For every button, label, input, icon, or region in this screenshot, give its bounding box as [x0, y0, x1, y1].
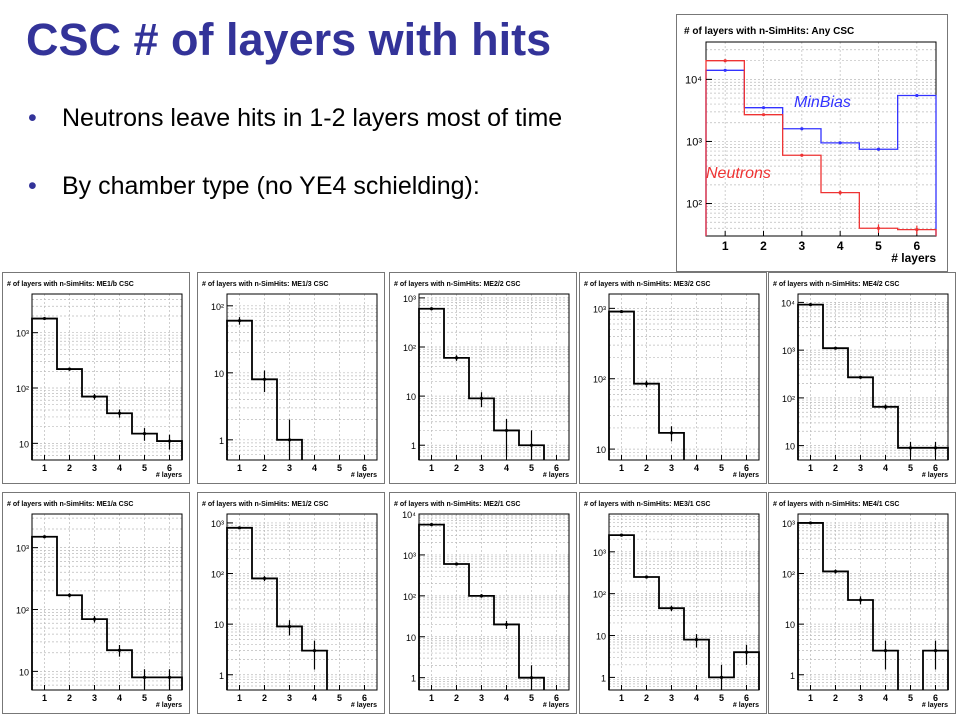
- x-tick-label: 4: [503, 693, 510, 703]
- y-tick-label: 10: [595, 445, 606, 456]
- chart-me1b: [2, 272, 190, 484]
- x-axis-label: # layers: [732, 472, 759, 479]
- y-tick-label: 10²: [781, 393, 795, 404]
- x-tick-label: 2: [453, 693, 460, 703]
- x-tick-label: 6: [361, 693, 368, 703]
- y-tick-label: 10³: [781, 346, 795, 357]
- y-tick-label: 10²: [210, 569, 224, 580]
- x-tick-label: 4: [311, 693, 318, 703]
- chart-any-csc: [676, 14, 948, 272]
- x-tick-label: 4: [116, 463, 123, 473]
- x-tick-label: 2: [832, 693, 839, 703]
- x-axis-label: # layers: [921, 702, 948, 709]
- bullet-item: [28, 172, 648, 200]
- chart-me42: [768, 272, 956, 484]
- chart-title: # of layers with n-SimHits: ME3/1 CSC: [584, 501, 711, 508]
- chart-frame: [769, 493, 956, 714]
- x-tick-label: 3: [286, 693, 293, 703]
- x-tick-label: 2: [643, 463, 650, 473]
- chart-me12: [197, 492, 385, 714]
- chart-title: # of layers with n-SimHits: ME1/2 CSC: [202, 501, 329, 508]
- y-tick-label: 10³: [592, 547, 606, 558]
- chart-title: # of layers with n-SimHits: ME1/3 CSC: [202, 281, 329, 288]
- chart-me21: [389, 492, 577, 714]
- chart-me22: [389, 272, 577, 484]
- x-tick-label: 3: [857, 463, 864, 473]
- chart-me13: [197, 272, 385, 484]
- chart-title: # of layers with n-SimHits: ME1/b CSC: [7, 281, 134, 288]
- x-tick-label: 6: [166, 693, 173, 703]
- y-tick-label: 1: [410, 673, 416, 684]
- y-tick-label: 10: [784, 620, 795, 631]
- x-tick-label: 2: [66, 463, 73, 473]
- x-tick-label: 1: [807, 693, 814, 703]
- x-tick-label: 6: [743, 693, 750, 703]
- x-tick-label: 3: [668, 463, 675, 473]
- x-tick-label: 4: [882, 693, 889, 703]
- chart-frame: [198, 273, 385, 484]
- chart-frame: [580, 273, 767, 484]
- x-tick-label: 5: [718, 693, 725, 703]
- x-axis-label: # layers: [542, 472, 569, 479]
- chart-me32: [579, 272, 767, 484]
- x-tick-label: 1: [721, 239, 729, 253]
- y-tick-label: 10³: [402, 550, 416, 561]
- y-tick-label: 10: [18, 667, 29, 678]
- chart-me31: [579, 492, 767, 714]
- x-tick-label: 1: [807, 463, 814, 473]
- x-tick-label: 4: [882, 463, 889, 473]
- x-tick-label: 2: [760, 239, 767, 253]
- x-tick-label: 3: [91, 463, 98, 473]
- y-tick-label: 10³: [592, 304, 606, 315]
- bullet-dot-icon: •: [28, 172, 37, 200]
- x-tick-label: 6: [932, 693, 939, 703]
- x-tick-label: 2: [453, 463, 460, 473]
- x-tick-label: 5: [528, 463, 535, 473]
- x-tick-label: 1: [236, 463, 243, 473]
- x-tick-label: 4: [503, 463, 510, 473]
- x-tick-label: 1: [41, 463, 48, 473]
- x-axis-label: # layers: [542, 702, 569, 709]
- bullet-dot-icon: •: [28, 104, 37, 132]
- x-tick-label: 3: [478, 463, 485, 473]
- x-tick-label: 6: [553, 693, 560, 703]
- y-tick-label: 1: [600, 673, 606, 684]
- x-tick-label: 1: [41, 693, 48, 703]
- bullet-text: Neutrons leave hits in 1-2 layers most of time: [62, 104, 563, 132]
- y-tick-label: 10: [405, 632, 416, 643]
- x-tick-label: 5: [907, 693, 914, 703]
- y-tick-label: 1: [410, 441, 416, 452]
- bullet-text: By chamber type (no YE4 schielding):: [62, 172, 480, 200]
- bullet-item: [28, 104, 648, 132]
- y-tick-label: 10: [213, 620, 224, 631]
- x-tick-label: 5: [718, 463, 725, 473]
- chart-me1a: [2, 492, 190, 714]
- x-axis-label: # layers: [732, 702, 759, 709]
- chart-title: # of layers with n-SimHits: Any CSC: [684, 26, 855, 37]
- y-tick-label: 10²: [402, 591, 416, 602]
- x-tick-label: 2: [261, 693, 268, 703]
- legend-neutrons: Neutrons: [706, 165, 771, 182]
- y-tick-label: 10³: [15, 543, 29, 554]
- y-tick-label: 10: [18, 439, 29, 450]
- chart-frame: [390, 493, 577, 714]
- x-tick-label: 4: [116, 693, 123, 703]
- y-tick-label: 10²: [402, 342, 416, 353]
- x-tick-label: 6: [932, 463, 939, 473]
- x-tick-label: 1: [618, 693, 625, 703]
- x-tick-label: 6: [553, 463, 560, 473]
- x-tick-label: 2: [832, 463, 839, 473]
- x-tick-label: 1: [236, 693, 243, 703]
- x-axis-label: # layers: [350, 702, 377, 709]
- y-tick-label: 10³: [402, 293, 416, 304]
- y-tick-label: 10: [595, 631, 606, 642]
- y-tick-label: 10²: [592, 374, 606, 385]
- y-tick-label: 10³: [210, 518, 224, 529]
- x-tick-label: 2: [643, 693, 650, 703]
- y-tick-label: 10³: [15, 328, 29, 339]
- x-tick-label: 5: [141, 693, 148, 703]
- y-tick-label: 10⁴: [685, 74, 702, 87]
- x-tick-label: 4: [311, 463, 318, 473]
- x-tick-label: 1: [618, 463, 625, 473]
- y-tick-label: 10: [784, 441, 795, 452]
- y-tick-label: 10³: [686, 136, 702, 149]
- x-axis-label: # layers: [921, 472, 948, 479]
- x-tick-label: 1: [428, 463, 435, 473]
- y-tick-label: 10²: [210, 301, 224, 312]
- y-tick-label: 10³: [781, 518, 795, 529]
- y-tick-label: 1: [218, 670, 224, 681]
- chart-title: # of layers with n-SimHits: ME2/2 CSC: [394, 281, 521, 288]
- x-tick-label: 6: [166, 463, 173, 473]
- x-tick-label: 6: [743, 463, 750, 473]
- y-tick-label: 10: [213, 368, 224, 379]
- x-tick-label: 3: [798, 239, 806, 253]
- bullet-list: [28, 104, 648, 200]
- x-tick-label: 3: [857, 693, 864, 703]
- y-tick-label: 10²: [686, 198, 702, 211]
- x-tick-label: 3: [286, 463, 293, 473]
- x-tick-label: 3: [91, 693, 98, 703]
- chart-title: # of layers with n-SimHits: ME1/a CSC: [7, 501, 134, 508]
- y-tick-label: 10⁴: [402, 510, 416, 520]
- y-tick-label: 10: [405, 392, 416, 403]
- y-tick-label: 10⁴: [781, 298, 795, 309]
- x-tick-label: 1: [428, 693, 435, 703]
- legend-minbias: MinBias: [794, 94, 851, 111]
- y-tick-label: 10²: [15, 605, 29, 616]
- x-tick-label: 5: [141, 463, 148, 473]
- slide-title: CSC # of layers with hits: [26, 14, 552, 65]
- chart-frame: [677, 15, 948, 272]
- x-axis-label: # layers: [891, 251, 936, 265]
- x-axis-label: # layers: [155, 472, 182, 479]
- x-tick-label: 2: [261, 463, 268, 473]
- chart-title: # of layers with n-SimHits: ME3/2 CSC: [584, 281, 711, 288]
- x-tick-label: 5: [528, 693, 535, 703]
- x-tick-label: 4: [693, 693, 700, 703]
- x-tick-label: 6: [913, 239, 921, 253]
- x-tick-label: 5: [336, 693, 343, 703]
- x-tick-label: 5: [907, 463, 914, 473]
- chart-title: # of layers with n-SimHits: ME4/2 CSC: [773, 281, 900, 288]
- chart-title: # of layers with n-SimHits: ME2/1 CSC: [394, 501, 521, 508]
- x-tick-label: 2: [66, 693, 73, 703]
- x-tick-label: 5: [875, 239, 882, 253]
- x-tick-label: 4: [693, 463, 700, 473]
- y-tick-label: 1: [218, 435, 224, 446]
- y-tick-label: 10²: [15, 384, 29, 395]
- y-tick-label: 10²: [592, 589, 606, 600]
- chart-frame: [3, 493, 190, 714]
- x-tick-label: 3: [668, 693, 675, 703]
- x-tick-label: 3: [478, 693, 485, 703]
- chart-frame: [390, 273, 577, 484]
- x-tick-label: 5: [336, 463, 343, 473]
- chart-frame: [198, 493, 385, 714]
- chart-title: # of layers with n-SimHits: ME4/1 CSC: [773, 501, 900, 508]
- x-tick-label: 6: [361, 463, 368, 473]
- x-axis-label: # layers: [155, 702, 182, 709]
- chart-me41: [768, 492, 956, 714]
- x-axis-label: # layers: [350, 472, 377, 479]
- y-tick-label: 1: [789, 670, 795, 681]
- y-tick-label: 10²: [781, 569, 795, 580]
- x-tick-label: 4: [836, 239, 844, 253]
